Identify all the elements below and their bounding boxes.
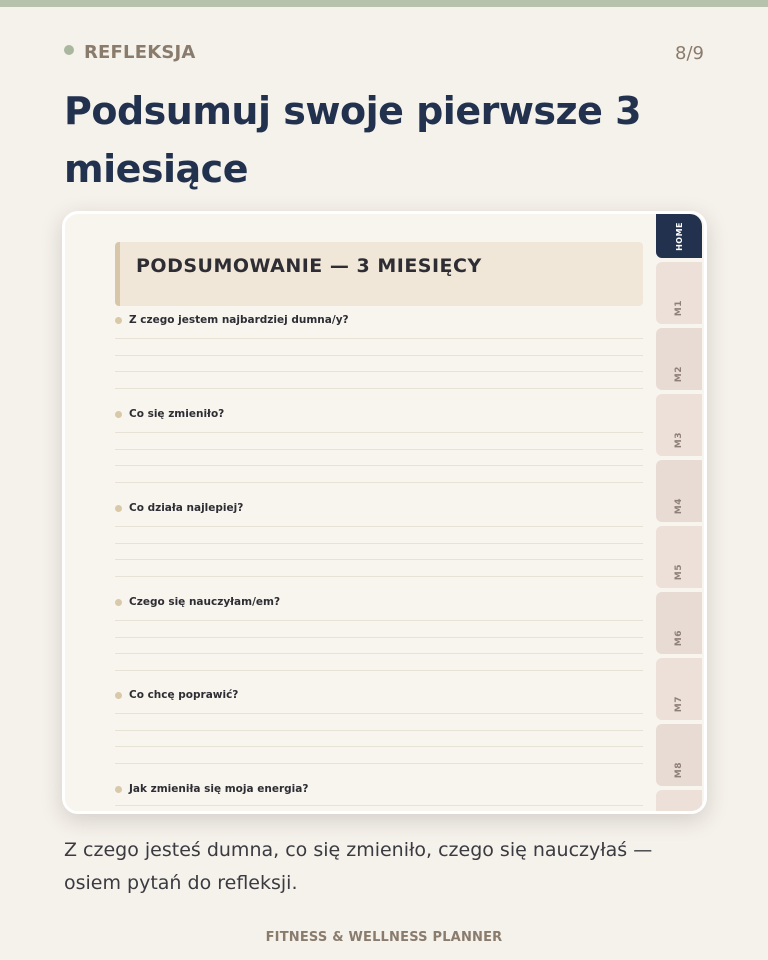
tab-m1[interactable] [656,262,702,324]
bullet-icon [115,411,122,418]
answer-line[interactable] [115,637,643,638]
question-text: Co się zmieniło? [129,408,225,420]
banner-title: PODSUMOWANIE — 3 MIESIĘCY [136,255,482,277]
question-text: Z czego jestem najbardziej dumna/y? [129,314,349,326]
month-tabs [656,214,704,814]
bullet-icon [115,317,122,324]
tab-label: M6 [674,629,684,646]
bullet-icon [115,692,122,699]
bullet-icon [115,599,122,606]
footer-brand: FITNESS & WELLNESS PLANNER [265,930,503,945]
tab-m8[interactable] [656,724,702,786]
tab-m6[interactable] [656,592,702,654]
tab-label: M5 [674,563,684,580]
question-text: Jak zmieniła się moja energia? [129,783,309,795]
question-text: Co chcę poprawić? [129,689,239,701]
answer-line[interactable] [115,526,643,527]
question-block [115,312,643,328]
question-block [115,687,643,703]
section-eyebrow [64,42,196,63]
answer-line[interactable] [115,388,643,389]
tab-label: M3 [674,431,684,448]
answer-line[interactable] [115,620,643,621]
tab-label: M4 [674,497,684,514]
answer-line[interactable] [115,576,643,577]
page-counter: 8/9 [675,43,704,64]
tab-m2[interactable] [656,328,702,390]
bullet-icon [115,505,122,512]
tab-more[interactable] [656,790,702,814]
answer-line[interactable] [115,713,643,714]
eyebrow-label: REFLEKSJA [84,42,196,63]
tab-label: HOME [674,221,684,251]
answer-line[interactable] [115,746,643,747]
tab-m3[interactable] [656,394,702,456]
answer-line[interactable] [115,670,643,671]
question-block [115,594,643,610]
top-accent-bar [0,0,768,7]
answer-line[interactable] [115,449,643,450]
answer-line[interactable] [115,653,643,654]
tab-label: M2 [674,365,684,382]
bullet-icon [115,786,122,793]
answer-line[interactable] [115,338,643,339]
answer-line[interactable] [115,355,643,356]
tab-m5[interactable] [656,526,702,588]
summary-banner [115,242,643,306]
tab-label: M7 [674,695,684,712]
answer-line[interactable] [115,465,643,466]
question-block [115,781,643,797]
tab-m7[interactable] [656,658,702,720]
question-text: Czego się nauczyłam/em? [129,596,281,608]
answer-line[interactable] [115,482,643,483]
caption-text: Z czego jesteś dumna, co się zmieniło, czego się nauczyłaś — osiem pytań do refleksji. [64,839,653,894]
tab-home[interactable] [656,214,702,258]
eyebrow-dot-icon [64,45,74,55]
answer-line[interactable] [115,730,643,731]
question-block [115,406,643,422]
tab-label: M8 [674,761,684,778]
tab-label: M1 [674,299,684,316]
answer-line[interactable] [115,371,643,372]
answer-line[interactable] [115,763,643,764]
tab-m4[interactable] [656,460,702,522]
answer-line[interactable] [115,559,643,560]
answer-line[interactable] [115,805,643,806]
answer-line[interactable] [115,543,643,544]
answer-line[interactable] [115,432,643,433]
question-text: Co działa najlepiej? [129,502,244,514]
planner-preview-card [62,211,707,814]
question-block [115,500,643,516]
page-title: Podsumuj swoje pierwsze 3 miesiące [64,89,642,191]
